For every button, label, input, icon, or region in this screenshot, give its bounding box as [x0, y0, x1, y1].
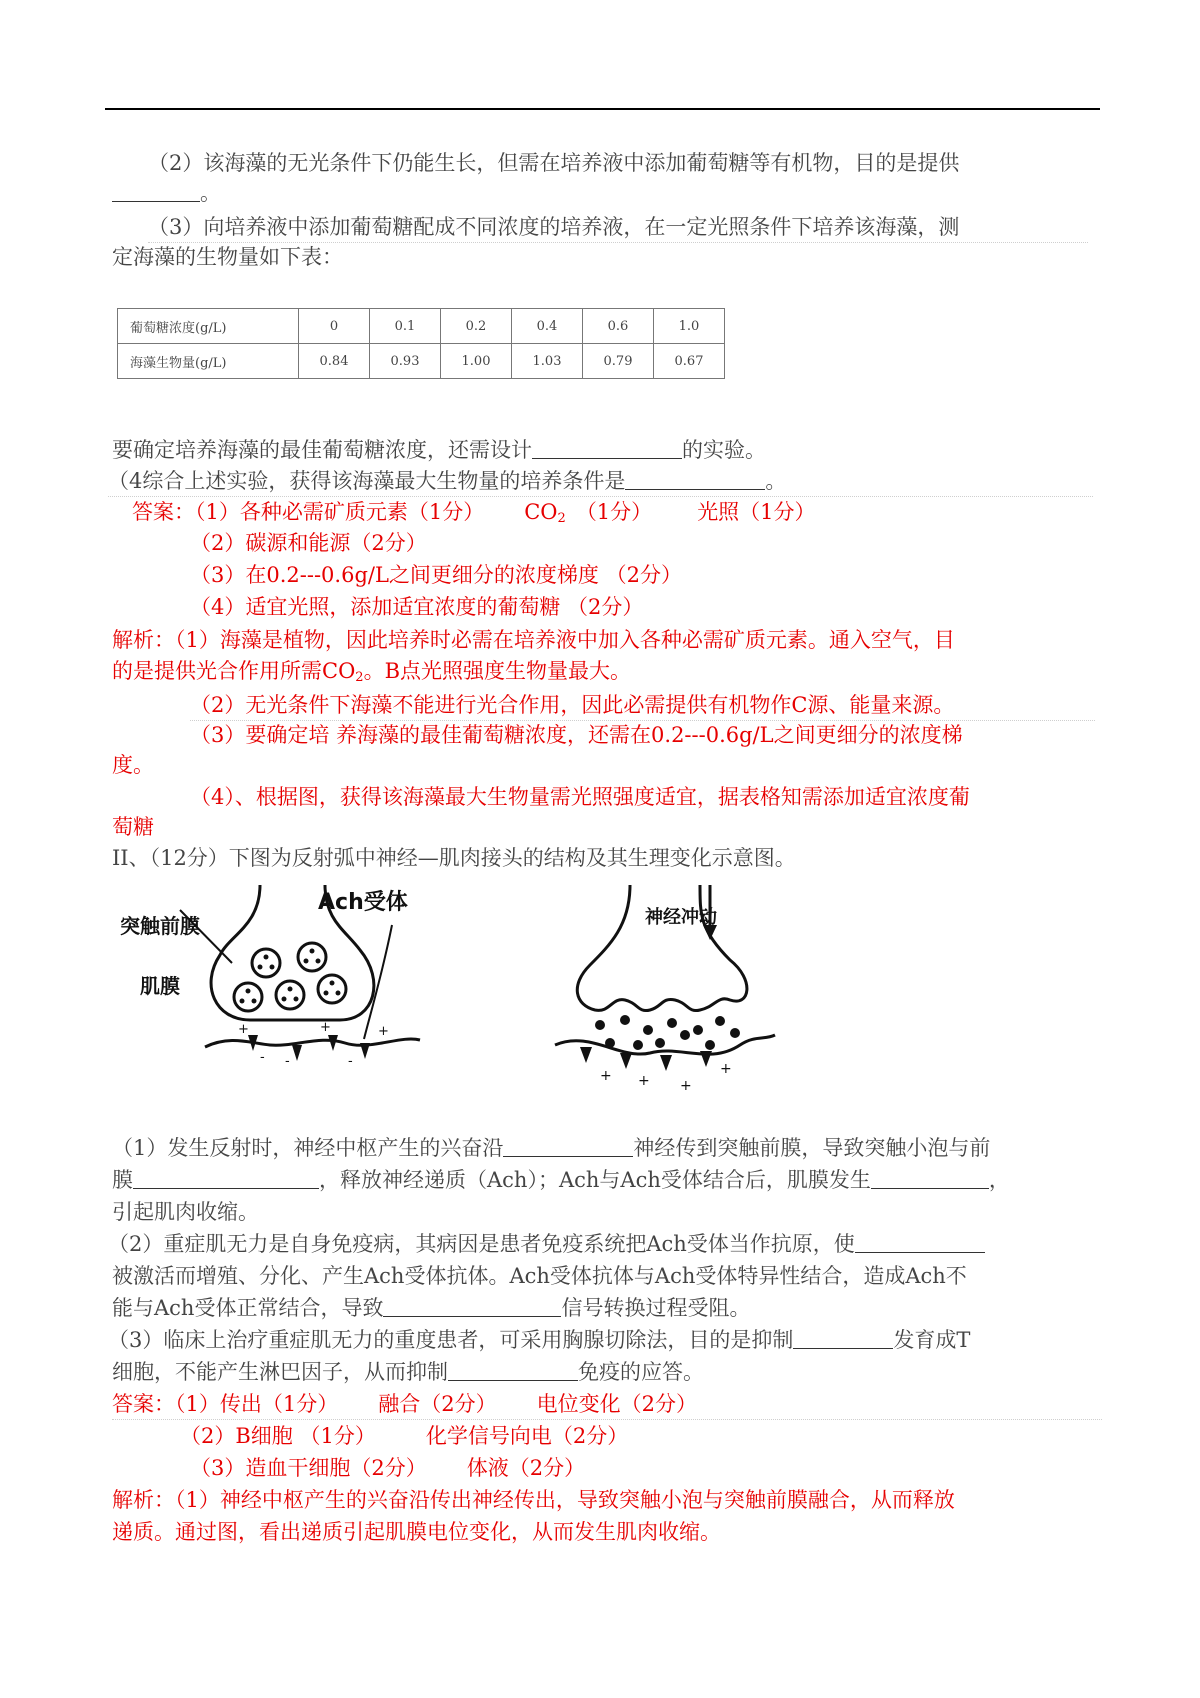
synaptic-vesicle — [252, 949, 280, 977]
p2-q1-line2: 膜 ，释放神经递质（Ach）；Ach与Ach受体结合后，肌膜发生 ， — [112, 1168, 1010, 1192]
p2-q2-line1: （2）重症肌无力是自身免疫病，其病因是患者免疫系统把Ach受体当作抗原，使 — [108, 1229, 985, 1259]
answer-blank[interactable] — [855, 1234, 985, 1253]
answer-blank[interactable] — [871, 1170, 989, 1189]
after-table-line: 要确定培养海藻的最佳葡萄糖浓度，还需设计 的实验。 — [112, 438, 766, 462]
synaptic-vesicle — [318, 975, 346, 1003]
p2-q2-line3: 能与Ach受体正常结合，导致 信号转换过程受阻。 — [112, 1296, 751, 1320]
q3-line1: （3）向培养液中添加葡萄糖配成不同浓度的培养液，在一定光照条件下培养该海藻，测 — [148, 212, 1088, 243]
q3-line2: 定海藻的生物量如下表： — [112, 245, 343, 269]
table-cell: 1.03 — [512, 344, 583, 379]
synaptic-vesicle — [276, 981, 304, 1009]
svg-text:+: + — [638, 1073, 650, 1089]
q4-line: （4综合上述实验，获得该海藻最大生物量的培养条件是 。 — [108, 466, 1093, 497]
table-cell: 0.1 — [370, 309, 441, 344]
label-muscle-membrane: 肌膜 — [140, 974, 180, 998]
glucose-table — [117, 308, 725, 379]
table-cell: 0.2 — [441, 309, 512, 344]
table-header-cell: 海藻生物量(g/L) — [118, 344, 299, 379]
svg-text:+: + — [320, 1020, 331, 1035]
p2-q3-line1: （3）临床上治疗重症肌无力的重度患者，可采用胸腺切除法，目的是抑制 发育成T — [108, 1328, 971, 1352]
svg-text:-: - — [285, 1054, 290, 1069]
analysis1-line7: 萄糖 — [112, 815, 154, 839]
analysis1-line6: （4）、根据图，获得该海藻最大生物量需光照强度适宜，据表格知需添加适宜浓度葡 — [190, 785, 970, 809]
p2-q1-line3: 引起肌肉收缩。 — [112, 1200, 259, 1224]
synaptic-vesicle — [234, 983, 262, 1011]
table-row — [118, 344, 725, 379]
synaptic-vesicle — [298, 943, 326, 971]
label-ach-receptor: Ach受体 — [318, 890, 408, 915]
analysis1-line3: （2）无光条件下海藻不能进行光合作用，因此必需提供有机物作C源、能量来源。 — [190, 690, 1095, 721]
answer-blank[interactable] — [793, 1330, 893, 1349]
table-header-cell: 葡萄糖浓度(g/L) — [118, 309, 299, 344]
label-nerve-impulse: 神经冲动 — [645, 907, 717, 928]
answer-blank[interactable] — [448, 1362, 578, 1381]
answer-blank[interactable] — [503, 1138, 633, 1157]
answer2-line1: 答案：（1）传出（1分） 融合（2分） 电位变化（2分） — [112, 1389, 1102, 1420]
part2-title: II、（12分）下图为反射弧中神经—肌肉接头的结构及其生理变化示意图。 — [112, 846, 796, 870]
answer1-line2: （2）碳源和能源（2分） — [190, 531, 427, 555]
svg-text:+: + — [238, 1022, 249, 1037]
q2-line1: （2）该海藻的无光条件下仍能生长，但需在培养液中添加葡萄糖等有机物，目的是提供 — [148, 151, 960, 175]
answer-blank[interactable] — [133, 1170, 319, 1189]
answer2-line3: （3）造血干细胞（2分） 体液（2分） — [190, 1456, 586, 1480]
svg-text:+: + — [378, 1024, 389, 1039]
ach-molecules — [595, 1015, 740, 1050]
analysis1-line2: 的是提供光合作用所需$CO_2$。B点光照强度生物量最大。 — [112, 659, 632, 685]
table-cell: 0.93 — [370, 344, 441, 379]
table-cell: 0.67 — [654, 344, 725, 379]
svg-text:+: + — [720, 1061, 732, 1077]
label-presynaptic-membrane: 突触前膜 — [120, 914, 200, 938]
analysis1-line5: 度。 — [112, 753, 154, 777]
synapse-figure-right — [550, 885, 790, 1105]
svg-text:+: + — [600, 1068, 612, 1084]
answer1-line3: （3）在0.2---0.6g/L之间更细分的浓度梯度 （2分） — [190, 563, 682, 587]
svg-text:+: + — [680, 1078, 692, 1094]
table-cell: 1.0 — [654, 309, 725, 344]
analysis1-line1: 解析：（1）海藻是植物，因此培养时必需在培养液中加入各种必需矿质元素。通入空气，目 — [112, 628, 955, 652]
answer-blank[interactable] — [625, 471, 765, 490]
table-cell: 0.6 — [583, 309, 654, 344]
answer-blank[interactable] — [383, 1298, 561, 1317]
analysis2-line1: 解析：（1）神经中枢产生的兴奋沿传出神经传出，导致突触小泡与突触前膜融合，从而释放 — [112, 1488, 955, 1512]
q2-line2: 。 — [112, 178, 221, 208]
table-cell: 0 — [299, 309, 370, 344]
header-rule — [105, 108, 1100, 110]
analysis2-line2: 递质。通过图，看出递质引起肌膜电位变化，从而发生肌肉收缩。 — [112, 1520, 721, 1544]
analysis1-line4: （3）要确定培 养海藻的最佳葡萄糖浓度，还需在0.2---0.6g/L之间更细分的浓度梯 — [190, 723, 963, 747]
p2-q2-line2: 被激活而增殖、分化、产生Ach受体抗体。Ach受体抗体与Ach受体特异性结合，造成Ach不 — [112, 1264, 967, 1288]
svg-text:-: - — [348, 1054, 353, 1069]
table-cell: 0.79 — [583, 344, 654, 379]
p2-q3-line2: 细胞，不能产生淋巴因子，从而抑制 免疫的应答。 — [112, 1360, 704, 1384]
answer1-line1: 答案：（1）各种必需矿质元素（1分） $CO_2$ （1分） 光照（1分） — [132, 500, 816, 526]
answer-blank[interactable] — [112, 183, 200, 202]
muscle-membrane — [205, 1039, 420, 1047]
table-row — [118, 309, 725, 344]
answer-blank[interactable] — [532, 440, 682, 459]
table-cell: 0.4 — [512, 309, 583, 344]
answer1-line4: （4）适宜光照，添加适宜浓度的葡萄糖 （2分） — [190, 595, 644, 619]
presynaptic-terminal-active — [577, 885, 747, 1011]
svg-text:-: - — [260, 1050, 265, 1065]
table-cell: 1.00 — [441, 344, 512, 379]
p2-q1-line1: （1）发生反射时，神经中枢产生的兴奋沿 神经传到突触前膜，导致突触小泡与前 — [112, 1136, 991, 1160]
table-cell: 0.84 — [299, 344, 370, 379]
synapse-figure-left — [120, 885, 440, 1095]
answer2-line2: （2）B细胞 （1分） 化学信号向电（2分） — [180, 1424, 629, 1448]
